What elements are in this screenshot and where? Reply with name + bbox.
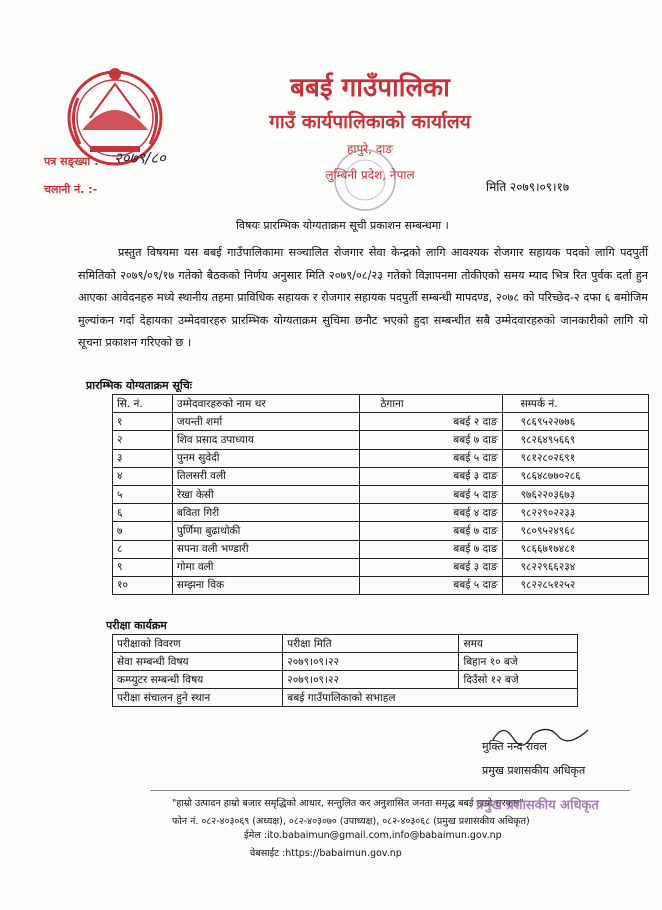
exam-cell: दिउँसो १२ बजे [459, 671, 578, 689]
footer-website: वेबसाईट :https://babaimun.gov.np [250, 848, 402, 859]
contact-cell: ९८०९५२४९६८ [502, 522, 648, 540]
name-cell: पुनम सुवेदी [172, 449, 359, 467]
letter-body: प्रस्तुत विषयमा यस बबई गाउँपालिकामा सञ्चालित रोजगार सेवा केन्द्रको लागि आवश्यक रोजगार सहायक पदको लागि पदपुर्ती समितिको २०७९/०९/१७ गतेको बैठकको निर्णय अनुसार मिति २०७९/०८/२३ गतेको विज्ञापनमा तोकीएको समय म्याद भित्र रित पुर्वक दर्ता हुन आएका आवेदनहरु मध्ये स्थानीय तहमा प्राविधिक सहायक र रोजगार सहायक पदपुर्ती सम्बन्धी मापदण्ड, २०७८ को परिच्छेद-२ दफा ६ बमोजिम मुल्यांकन गर्दा देहायका उम्मेदवारहरु प्रारम्भिक योग्यताक्रम सुचिमा छनौट भएको हुदा सम्बन्धीत सबै उम्मेदवारहरुको जानकारीको लागि यो सूचना प्रकाशन गरिएको छ । [78, 246, 648, 349]
footer-email: ईमेल :ito.babaimun@gmail.com,info@babaimun.gov.np [244, 830, 502, 841]
exam-cell: परीक्षा संचालन हुने स्थान [113, 689, 283, 707]
contact-cell: ९८१२८०२६९१ [502, 449, 648, 467]
name-cell: रेखा केसी [172, 485, 359, 503]
name-cell: तिलसरी वली [172, 467, 359, 485]
officer-stamp: प्रमुख प्रशासकीय अधिकृत [476, 798, 599, 813]
table-row [113, 449, 649, 467]
exam-cell: समय [459, 635, 578, 653]
footer-phone: फोन नं. ०८२-४०३०६९ (अध्यक्ष), ०८२-४०३०७० (उपाध्यक्ष), ०८२-४०३०६८ (प्रमुख प्रशासकीय अधिकृत) [172, 816, 530, 827]
exam-table [112, 634, 578, 707]
col-serial: सि. नं. [113, 395, 173, 413]
serial-cell: १० [113, 576, 173, 594]
table-row [113, 431, 649, 449]
office-address: हापुरे, दाङ [347, 142, 393, 156]
org-name: बबई गाउँपालिका [290, 73, 450, 103]
signer-role: प्रमुख प्रशासकीय अधिकृत [482, 764, 586, 777]
name-cell: गोमा वली [172, 558, 359, 576]
contact-cell: ९८२२९६६२३४ [502, 558, 648, 576]
contact-cell: ९७६२२०३६७३ [502, 485, 648, 503]
contact-cell: ९८२२९०२२३३ [502, 504, 648, 522]
office-province: लुम्बिनी प्रदेश, नेपाल [325, 168, 415, 182]
name-cell: सपना वली भण्डारी [172, 540, 359, 558]
office-seal-stamp [330, 145, 400, 215]
candidate-table-header [113, 395, 649, 413]
ref-number-label: पत्र सङ्ख्या :- [44, 155, 104, 168]
contact-cell: ९८६९५२२७७६ [502, 413, 648, 431]
table-row [113, 522, 649, 540]
footer-slogan: "हाम्रो उत्पादन हाम्रो बजार समृद्धिको आधार, सन्तुलित कर अनुशासित जनता समृद्ध बबई हाम्रो सरकार" [172, 798, 524, 809]
table-row [113, 671, 578, 689]
address-cell: बबई ३ दाङ [360, 558, 502, 576]
name-cell: जयन्ती शर्मा [172, 413, 359, 431]
address-cell: बबई ४ दाङ [360, 504, 502, 522]
address-cell: बबई २ दाङ [360, 413, 502, 431]
exam-cell: कम्प्युटर सम्बन्धी विषय [113, 671, 283, 689]
serial-cell: ७ [113, 522, 173, 540]
letter-date: मिति २०७९।०९।१७ [486, 180, 570, 194]
address-cell: बबई ७ दाङ [360, 431, 502, 449]
exam-cell: परीक्षा मिति [283, 635, 459, 653]
dispatch-number-label: चलानी नं. :- [44, 183, 98, 196]
letter-subject: विषयः प्रारम्भिक योग्यताक्रम सूची प्रकाशन सम्बन्धमा । [236, 219, 449, 232]
address-cell: बबई ५ दाङ [360, 576, 502, 594]
ref-number-value: २०७९/८० [114, 149, 166, 167]
candidate-list-title: प्रारम्भिक योग्यताक्रम सूचिः [86, 379, 192, 392]
address-cell: बबई ५ दाङ [360, 449, 502, 467]
col-address: ठेगाना [360, 395, 502, 413]
address-cell: बबई ३ दाङ [360, 467, 502, 485]
exam-cell: २०७९।०९।२२ [283, 653, 459, 671]
serial-cell: ४ [113, 467, 173, 485]
serial-cell: ३ [113, 449, 173, 467]
table-row [113, 485, 649, 503]
exam-cell: बिहान १० बजे [459, 653, 578, 671]
candidate-table [112, 394, 649, 595]
exam-cell: २०७९।०९।२२ [283, 671, 459, 689]
footer-divider [150, 790, 630, 791]
table-row [113, 653, 578, 671]
table-row [113, 558, 649, 576]
name-cell: सम्झना विक [172, 576, 359, 594]
col-name: उम्मेदवारहरुको नाम थर [172, 395, 359, 413]
table-row [113, 413, 649, 431]
name-cell: पुर्णिमा बुढाथोकी [172, 522, 359, 540]
address-cell: बबई ७ दाङ [360, 540, 502, 558]
exam-table-header [113, 635, 578, 653]
table-row [113, 689, 578, 707]
serial-cell: २ [113, 431, 173, 449]
name-cell: बविता गिरी [172, 504, 359, 522]
serial-cell: ८ [113, 540, 173, 558]
col-contact: सम्पर्क नं. [502, 395, 648, 413]
address-cell: बबई ५ दाङ [360, 485, 502, 503]
address-cell: बबई ७ दाङ [360, 522, 502, 540]
exam-cell: परीक्षाको विवरण [113, 635, 283, 653]
table-row [113, 504, 649, 522]
serial-cell: ५ [113, 485, 173, 503]
exam-schedule-title: परीक्षा कार्यक्रम [106, 619, 167, 632]
serial-cell: ९ [113, 558, 173, 576]
contact-cell: ९८२२८५१२५२ [502, 576, 648, 594]
contact-cell: ९८६६७१७४८१ [502, 540, 648, 558]
table-row [113, 540, 649, 558]
office-name: गाउँ कार्यपालिकाको कार्यालय [269, 111, 471, 133]
name-cell: शिव प्रसाद उपाध्याय [172, 431, 359, 449]
contact-cell: ९८२६४९५६६९ [502, 431, 648, 449]
serial-cell: ६ [113, 504, 173, 522]
exam-cell: सेवा सम्बन्धी विषय [113, 653, 283, 671]
contact-cell: ९८६४८७७०२८६ [502, 467, 648, 485]
table-row [113, 576, 649, 594]
signer-name: मुक्ति नन्द रावल [482, 740, 547, 753]
exam-cell: बबई गाउँपालिकाको सभाहल [283, 689, 578, 707]
table-row [113, 467, 649, 485]
serial-cell: १ [113, 413, 173, 431]
